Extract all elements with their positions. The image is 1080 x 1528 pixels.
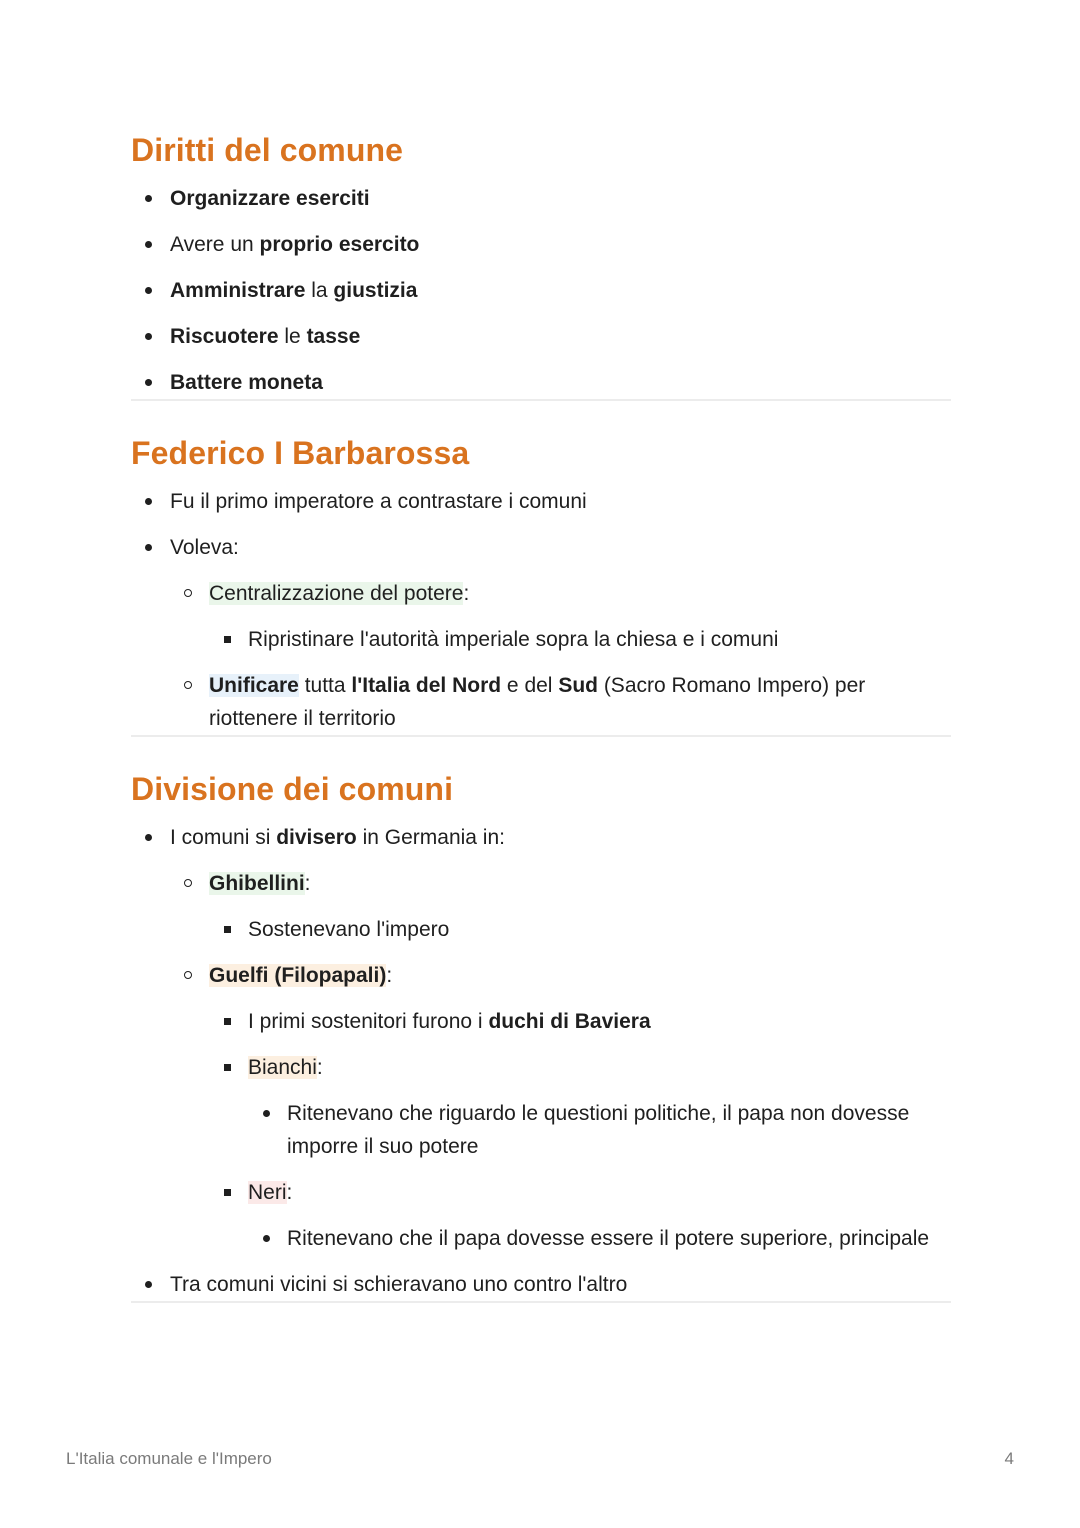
text: Ritenevano che riguardo le questioni politiche, il papa non dovesse imporre il suo potere [287, 1102, 910, 1158]
list-item [209, 1176, 951, 1255]
bullet-list [131, 182, 951, 399]
list-item [170, 669, 951, 735]
bold-text: divisero [276, 826, 357, 849]
list-item [170, 959, 951, 1255]
highlighted-text: Unificare [209, 674, 299, 697]
sub-list [209, 623, 951, 656]
text: Fu il primo imperatore a contrastare i comuni [170, 490, 587, 513]
list-item [131, 182, 951, 215]
text: tutta [298, 674, 352, 697]
sub-list [248, 1097, 951, 1163]
list-item [170, 867, 951, 946]
list-item [131, 1268, 951, 1301]
text: : [463, 582, 470, 605]
bullet-list [131, 821, 951, 1301]
document-page [131, 0, 951, 1303]
text: la [305, 279, 334, 302]
section-diritti-del-comune [131, 0, 951, 401]
text: I primi sostenitori furono i [248, 1010, 489, 1033]
bold-text: Organizzare eserciti [170, 187, 370, 210]
text: Ripristinare l'autorità imperiale sopra la chiesa e i comuni [248, 628, 779, 651]
text: Avere un [170, 233, 260, 256]
sub-list [248, 1222, 951, 1255]
list-item [209, 913, 951, 946]
highlighted-text: Ghibellini [209, 872, 305, 895]
text: : [304, 872, 311, 895]
text: Sostenevano l'impero [248, 918, 450, 941]
bullet-list [131, 485, 951, 735]
bold-text: Sud [558, 674, 598, 697]
text: : [386, 964, 393, 987]
list-item [131, 320, 951, 353]
page-number: 4 [1004, 1449, 1014, 1468]
list-item [131, 531, 951, 735]
highlighted-text: Bianchi [248, 1056, 317, 1079]
list-item [131, 485, 951, 518]
list-item [248, 1222, 951, 1255]
bold-text: Riscuotere [170, 325, 279, 348]
bold-text: Amministrare [170, 279, 306, 302]
list-item [131, 274, 951, 307]
section-federico-barbarossa [131, 401, 951, 737]
bold-text: Battere moneta [170, 371, 323, 394]
list-item [131, 228, 951, 261]
highlighted-text: Centralizzazione del potere [209, 582, 464, 605]
list-item [209, 1051, 951, 1163]
text: e del [501, 674, 559, 697]
text: Tra comuni vicini si schieravano uno contro l'altro [170, 1273, 628, 1296]
highlighted-text: Neri [248, 1181, 287, 1204]
list-item [131, 821, 951, 1255]
section-heading: Diritti del comune [131, 132, 404, 168]
sub-list [209, 913, 951, 946]
text: (Sacro Romano Impero) per riottenere il territorio [209, 674, 866, 730]
bold-text: tasse [306, 325, 361, 348]
sub-list [170, 577, 951, 735]
section-heading: Divisione dei comuni [131, 771, 454, 807]
text: Voleva: [170, 536, 239, 559]
text: : [316, 1056, 323, 1079]
text: le [278, 325, 307, 348]
section-divider [131, 1301, 951, 1303]
text: : [286, 1181, 293, 1204]
bold-text: proprio esercito [259, 233, 420, 256]
text: in Germania in: [356, 826, 505, 849]
list-item [131, 366, 951, 399]
section-heading: Federico I Barbarossa [131, 435, 470, 471]
list-item [209, 1005, 951, 1038]
list-item [209, 623, 951, 656]
bold-text: duchi di Baviera [488, 1010, 651, 1033]
list-item [170, 577, 951, 656]
list-item [248, 1097, 951, 1163]
section-divisione-dei-comuni [131, 737, 951, 1303]
text: Ritenevano che il papa dovesse essere il potere superiore, principale [287, 1227, 930, 1250]
text: I comuni si [170, 826, 277, 849]
sub-list [170, 867, 951, 1255]
highlighted-text: Guelfi (Filopapali) [209, 964, 387, 987]
bold-text: l'Italia del Nord [351, 674, 502, 697]
bold-text: giustizia [333, 279, 418, 302]
sub-list [209, 1005, 951, 1255]
footer-title: L'Italia comunale e l'Impero [66, 1449, 272, 1468]
